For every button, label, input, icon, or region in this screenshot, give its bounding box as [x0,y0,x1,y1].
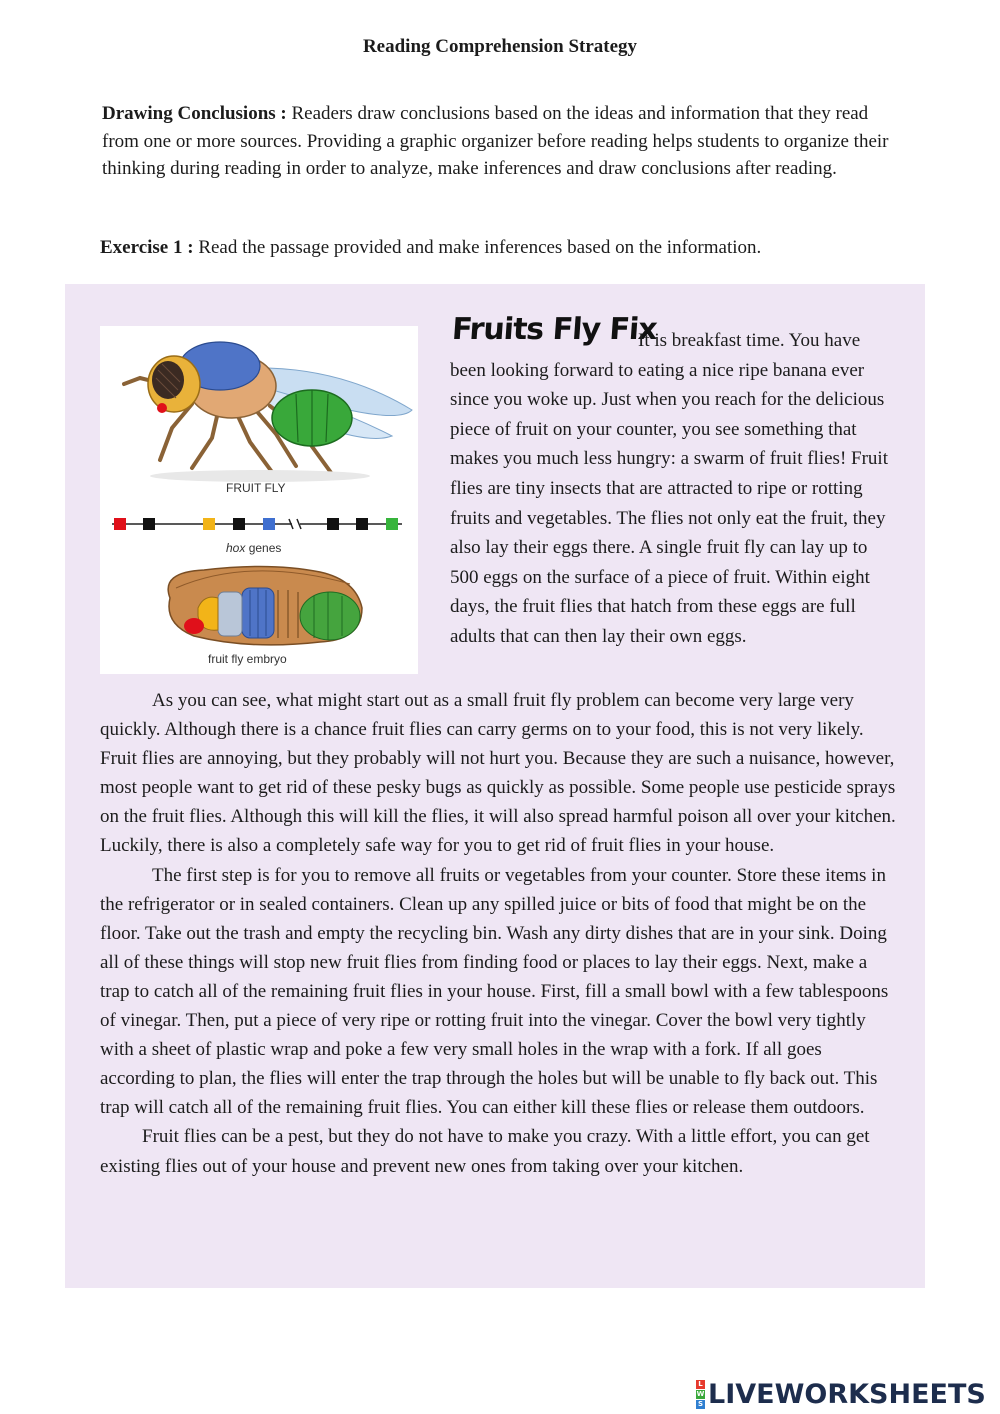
intro-text: Readers draw conclusions based on the ideas and information that they read from one or more sources. Providing a graphic organizer before reading helps students to organize their thinking during reading in order to analyze, make inferences and draw conclusions after reading. [102,103,889,179]
hox-genes-label [226,541,281,555]
liveworksheets-logo-text: LIVEWORKSHEETS [708,1379,986,1410]
passage-paragraph-3: The first step is for you to remove all fruits or vegetables from your counter. Store these items in the refrigerator or in sealed containers. Clean up any spilled juice or bits of food that might be on the floor. Take out the trash and empty the recycling bin. Wash any dirty dishes that are in your sink. Doing all of these things will stop new fruit flies from finding food or places to lay their eggs. Next, make a trap to catch all of the remaining fruit flies in your house. First, fill a small bowl with a few tablespoons of vinegar. Then, put a piece of very ripe or rotting fruit into the vinegar. Cover the bowl very tightly with a sheet of plastic wrap and poke a few very small holes in the wrap with a fork. If all goes according to plan, the flies will enter the trap through the holes but will be unable to fly back out. This trap will catch all of the remaining fruit flies. You can either kill these flies or release them outdoors. [100,864,889,1119]
exercise-label: Exercise 1 : [100,237,194,258]
hox-gene-box [233,518,245,530]
logo-mark-letter-2: W [696,1389,705,1398]
passage-paragraph-1-text: It is breakfast time. You have been looking forward to eating a nice ripe banana ever since you woke up. Just when you reach for the delicious piece of fruit on your counter, you see something that makes you much less hungry: a swarm of fruit flies! Fruit flies are tiny insects that are attracted to ripe or rotting fruits and vegetables. The flies not only eat the fruit, they also lay their eggs there. A single fruit fly can lay up to 500 eggs on the surface of a piece of fruit. Within eight days, the fruit flies that hatch from these eggs are full adults that can then lay their own eggs. [450,330,888,647]
logo-mark-letter-1: L [696,1380,705,1389]
passage-paragraph-2: As you can see, what might start out as a small fruit fly problem can become very large very quickly. Although there is a chance fruit flies can carry germs on to your food, this is not very likely. Fruit flies are annoying, but they probably will not hurt you. Because they are such a nuisance, however, most people want to get rid of these pesky bugs as quickly as possible. Some people use pesticide sprays on the fruit flies. Although this will kill the flies, it will also spread harmful poison all over your kitchen. Luckily, there is also a completely safe way for you to get rid of fruit flies in your house. [100,690,896,857]
hox-genes-label-rest: genes [245,541,282,555]
hox-gene-box [327,518,339,530]
embryo-icon [168,566,362,644]
hox-gene-box [114,518,126,530]
liveworksheets-logo [696,1378,986,1410]
hox-gene-box [263,518,275,530]
fruit-fly-label: FRUIT FLY [226,481,286,495]
hox-gene-box [356,518,368,530]
fruit-fly-figure [100,326,418,674]
intro-term: Drawing Conclusions : [102,103,287,124]
passage-paragraph-1 [450,326,900,652]
logo-mark-letter-3: S [697,1399,704,1408]
page-title: Reading Comprehension Strategy [362,36,638,57]
exercise-instruction [100,235,900,261]
hox-genes-line [112,518,402,530]
passage-title: Fruits Fly Fix [450,312,658,347]
liveworksheets-logo-icon [696,1380,705,1410]
hox-gene-box [143,518,155,530]
fruit-fly-diagram [100,326,418,674]
hox-genes-label-italic: hox [226,541,246,555]
embryo-label: fruit fly embryo [208,652,287,666]
hox-gene-box [386,518,398,530]
hox-gene-box [203,518,215,530]
passage-paragraph-4: Fruit flies can be a pest, but they do not have to make you crazy. With a little effort, you can get existing flies out of your house and prevent new ones from taking over your kitchen. [100,1126,870,1177]
exercise-text: Read the passage provided and make inferences based on the information. [193,237,762,258]
intro-paragraph [102,100,902,183]
passage-body [100,686,900,1181]
